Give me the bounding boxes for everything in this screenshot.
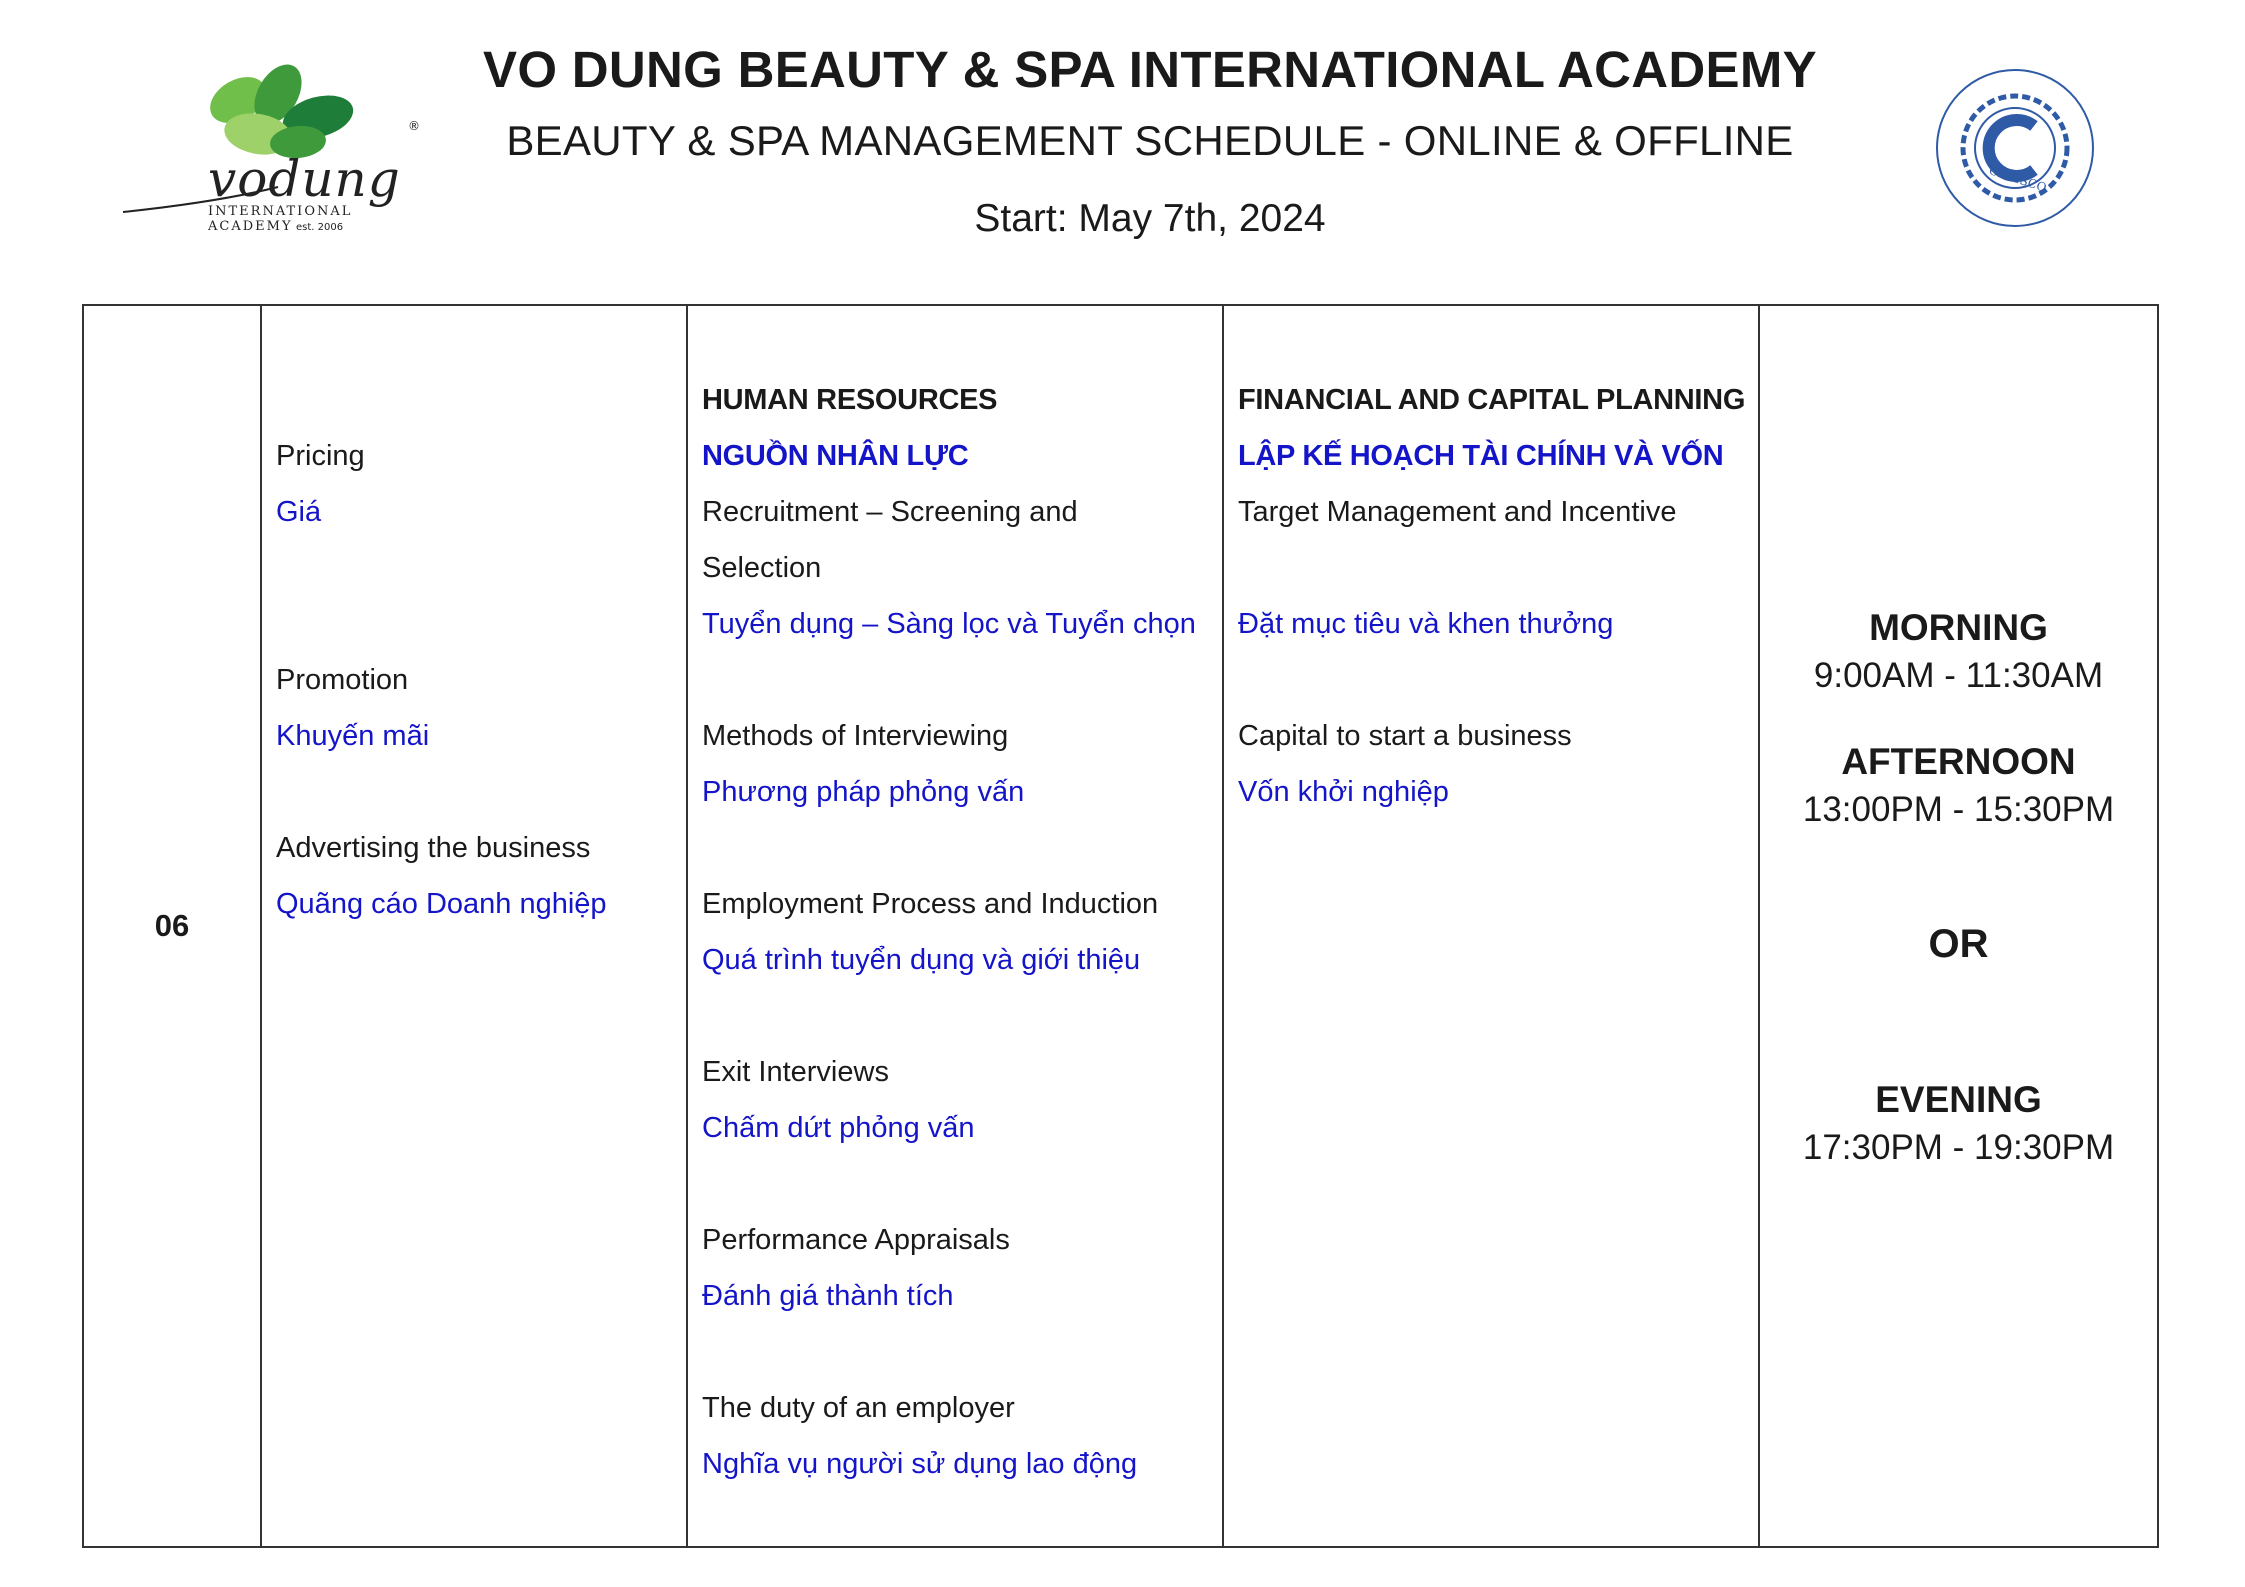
topic-en: The duty of an employer <box>702 1392 1015 1424</box>
topic-vi: Quãng cáo Doanh nghiệp <box>276 888 607 920</box>
finance-list <box>1224 306 1758 820</box>
marketing-list <box>262 306 686 932</box>
evening-label: EVENING <box>1875 1079 2042 1120</box>
svg-text:®: ® <box>408 119 420 133</box>
evening-time: 17:30PM - 19:30PM <box>1802 1128 2115 1167</box>
table-row <box>83 305 2158 1547</box>
row-number: 06 <box>154 908 190 943</box>
topic-en: Methods of Interviewing <box>702 720 1009 752</box>
header-titles <box>440 40 1860 242</box>
topic-en: Capital to start a business <box>1238 720 1572 752</box>
page-header <box>0 0 2245 300</box>
marketing-cell <box>261 305 687 1547</box>
time-slots <box>1760 306 2157 1170</box>
cidesco-center-text: CIDESCO <box>1987 163 2049 195</box>
topic-en: Employment Process and Induction <box>702 888 1159 920</box>
cidesco-seal-icon <box>1930 60 2100 240</box>
topic-en: Target Management and Incentive <box>1238 496 1677 528</box>
time-slots-cell <box>1759 305 2158 1547</box>
topic-vi: Tuyển dụng – Sàng lọc và Tuyển chọn <box>702 608 1196 640</box>
topic-vi: Khuyến mãi <box>276 720 430 752</box>
section-heading: HUMAN RESOURCES <box>702 384 998 416</box>
morning-label: MORNING <box>1869 607 2048 648</box>
topic-vi: Đặt mục tiêu và khen thưởng <box>1238 608 1614 640</box>
logo-line2: est. 2006 <box>296 222 344 233</box>
topic-vi: Đánh giá thành tích <box>702 1280 954 1312</box>
topic-vi: Giá <box>276 496 322 528</box>
human-resources-cell <box>687 305 1223 1547</box>
topic-vi: Vốn khởi nghiệp <box>1238 776 1449 808</box>
topic-en: Exit Interviews <box>702 1056 889 1088</box>
cidesco-seal <box>1930 60 2100 240</box>
financial-planning-cell <box>1223 305 1759 1547</box>
topic-vi: Nghĩa vụ người sử dụng lao động <box>702 1448 1138 1480</box>
start-date: Start: May 7th, 2024 <box>974 197 1326 240</box>
topic-vi: Phương pháp phỏng vấn <box>702 776 1025 808</box>
section-heading-vi: LẬP KẾ HOẠCH TÀI CHÍNH VÀ VỐN <box>1238 440 1724 472</box>
afternoon-time: 13:00PM - 15:30PM <box>1802 790 2115 829</box>
section-heading: FINANCIAL AND CAPITAL PLANNING <box>1238 384 1746 416</box>
section-heading-vi: NGUỒN NHÂN LỰC <box>702 440 969 472</box>
page-subtitle: BEAUTY & SPA MANAGEMENT SCHEDULE - ONLINE & OFFLINE <box>506 117 1794 164</box>
topic-en: Promotion <box>276 664 409 696</box>
vodung-logo <box>118 62 438 242</box>
morning-time: 9:00AM - 11:30AM <box>1813 656 2104 695</box>
topic-en: Performance Appraisals <box>702 1224 1010 1256</box>
topic-vi: Quá trình tuyển dụng và giới thiệu <box>702 944 1141 976</box>
topic-en: Pricing <box>276 440 365 472</box>
logo-wordmark: vodung <box>208 150 401 208</box>
or-separator: OR <box>1928 922 1989 966</box>
logo-line1: INTERNATIONAL ACADEMY <box>208 204 353 234</box>
topic-en: Advertising the business <box>276 832 591 864</box>
schedule-table <box>82 304 2159 1548</box>
topic-en: Recruitment – Screening and Selection <box>702 496 1078 584</box>
hr-list <box>688 306 1222 1492</box>
afternoon-label: AFTERNOON <box>1841 741 2076 782</box>
topic-vi: Chấm dứt phỏng vấn <box>702 1112 975 1144</box>
row-number-cell <box>83 305 261 1547</box>
page-title: VO DUNG BEAUTY & SPA INTERNATIONAL ACADEMY <box>483 41 1817 98</box>
